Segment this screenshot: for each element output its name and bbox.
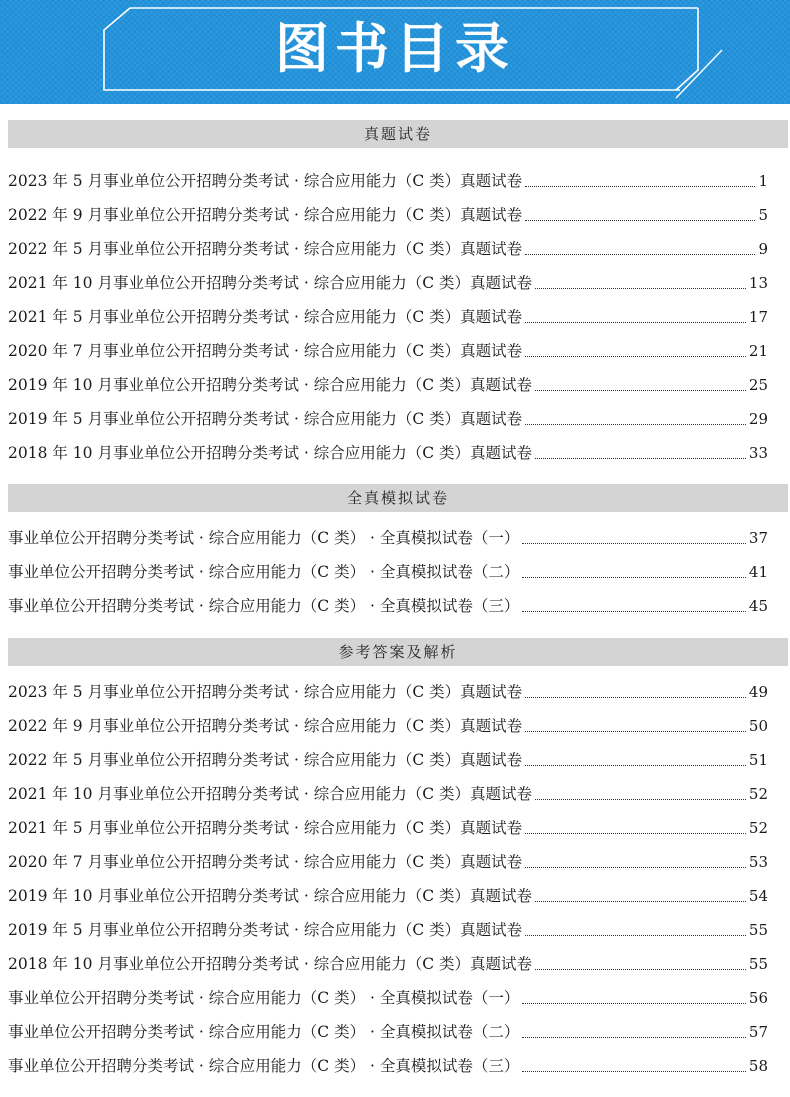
dot-leader [525,765,746,766]
toc-page-number: 5 [758,206,768,224]
toc-entry-title: 2023 年 5 月事业单位公开招聘分类考试 · 综合应用能力（C 类）真题试卷 [8,172,523,190]
dot-leader [522,543,746,544]
toc-entry-title: 事业单位公开招聘分类考试 · 综合应用能力（C 类） · 全真模拟试卷（二） [8,1023,520,1041]
toc-page-number: 54 [748,887,768,905]
toc-row[interactable] [8,404,768,430]
toc-entry-title: 2021 年 10 月事业单位公开招聘分类考试 · 综合应用能力（C 类）真题试卷 [8,785,533,803]
dot-leader [522,577,746,578]
toc-row[interactable] [8,983,768,1009]
dot-leader [522,611,746,612]
toc-entry-title: 2023 年 5 月事业单位公开招聘分类考试 · 综合应用能力（C 类）真题试卷 [8,683,523,701]
toc-row[interactable] [8,1017,768,1043]
toc-page-number: 51 [748,751,768,769]
toc-row[interactable] [8,745,768,771]
toc-entry-title: 2020 年 7 月事业单位公开招聘分类考试 · 综合应用能力（C 类）真题试卷 [8,342,523,360]
toc-row[interactable] [8,915,768,941]
toc-entry-title: 2022 年 9 月事业单位公开招聘分类考试 · 综合应用能力（C 类）真题试卷 [8,717,523,735]
toc-row[interactable] [8,302,768,328]
dot-leader [522,1037,746,1038]
dot-leader [525,731,746,732]
toc-row[interactable] [8,1051,768,1077]
toc-row[interactable] [8,881,768,907]
toc-entry-title: 事业单位公开招聘分类考试 · 综合应用能力（C 类） · 全真模拟试卷（一） [8,989,520,1007]
toc-entry-title: 事业单位公开招聘分类考试 · 综合应用能力（C 类） · 全真模拟试卷（三） [8,1057,520,1075]
toc-row[interactable] [8,949,768,975]
dot-leader [535,288,746,289]
toc-row[interactable] [8,813,768,839]
toc-page-number: 33 [748,444,768,462]
toc-entry-title: 事业单位公开招聘分类考试 · 综合应用能力（C 类） · 全真模拟试卷（一） [8,529,520,547]
dot-leader [525,697,746,698]
toc-entry-title: 2019 年 10 月事业单位公开招聘分类考试 · 综合应用能力（C 类）真题试卷 [8,887,533,905]
toc-page-number: 21 [748,342,768,360]
toc-row[interactable] [8,591,768,617]
dot-leader [525,220,755,221]
dot-leader [535,390,746,391]
toc-page-number: 17 [748,308,768,326]
dot-leader [522,1071,746,1072]
toc-page-number: 57 [748,1023,768,1041]
toc-row[interactable] [8,677,768,703]
dot-leader [525,867,746,868]
dot-leader [535,458,746,459]
toc-row[interactable] [8,336,768,362]
toc-page-number: 52 [748,819,768,837]
toc-row[interactable] [8,370,768,396]
toc-entry-title: 2021 年 5 月事业单位公开招聘分类考试 · 综合应用能力（C 类）真题试卷 [8,308,523,326]
toc-page-number: 56 [748,989,768,1007]
toc-page-number: 1 [758,172,768,190]
toc-entry-title: 事业单位公开招聘分类考试 · 综合应用能力（C 类） · 全真模拟试卷（三） [8,597,520,615]
toc-row[interactable] [8,557,768,583]
toc-entry-title: 2022 年 5 月事业单位公开招聘分类考试 · 综合应用能力（C 类）真题试卷 [8,240,523,258]
toc-row[interactable] [8,779,768,805]
dot-leader [522,1003,746,1004]
section-header-mock-exams: 全真模拟试卷 [8,484,788,512]
toc-page-number: 53 [748,853,768,871]
header-banner [0,0,790,104]
dot-leader [525,424,746,425]
toc-entry-title: 事业单位公开招聘分类考试 · 综合应用能力（C 类） · 全真模拟试卷（二） [8,563,520,581]
dot-leader [525,322,746,323]
section-header-answers: 参考答案及解析 [8,638,788,666]
dot-leader [535,969,746,970]
toc-page-number: 37 [748,529,768,547]
toc-entry-title: 2018 年 10 月事业单位公开招聘分类考试 · 综合应用能力（C 类）真题试卷 [8,444,533,462]
toc-row[interactable] [8,234,768,260]
toc-row[interactable] [8,268,768,294]
toc-entry-title: 2020 年 7 月事业单位公开招聘分类考试 · 综合应用能力（C 类）真题试卷 [8,853,523,871]
toc-row[interactable] [8,847,768,873]
toc-row[interactable] [8,523,768,549]
toc-entry-title: 2018 年 10 月事业单位公开招聘分类考试 · 综合应用能力（C 类）真题试卷 [8,955,533,973]
toc-page-number: 50 [748,717,768,735]
dot-leader [525,935,746,936]
toc-page-number: 55 [748,921,768,939]
toc-row[interactable] [8,711,768,737]
toc-page-number: 45 [748,597,768,615]
toc-row[interactable] [8,166,768,192]
toc-page-number: 55 [748,955,768,973]
toc-entry-title: 2021 年 10 月事业单位公开招聘分类考试 · 综合应用能力（C 类）真题试卷 [8,274,533,292]
toc-row[interactable] [8,200,768,226]
toc-entry-title: 2019 年 5 月事业单位公开招聘分类考试 · 综合应用能力（C 类）真题试卷 [8,921,523,939]
dot-leader [535,799,746,800]
toc-entry-title: 2022 年 5 月事业单位公开招聘分类考试 · 综合应用能力（C 类）真题试卷 [8,751,523,769]
toc-entry-title: 2021 年 5 月事业单位公开招聘分类考试 · 综合应用能力（C 类）真题试卷 [8,819,523,837]
dot-leader [525,254,755,255]
toc-entry-title: 2019 年 5 月事业单位公开招聘分类考试 · 综合应用能力（C 类）真题试卷 [8,410,523,428]
dot-leader [535,901,746,902]
toc-page-number: 41 [748,563,768,581]
toc-entry-title: 2022 年 9 月事业单位公开招聘分类考试 · 综合应用能力（C 类）真题试卷 [8,206,523,224]
toc-page-number: 49 [748,683,768,701]
toc-page-number: 52 [748,785,768,803]
dot-leader [525,186,755,187]
section-header-real-exams: 真题试卷 [8,120,788,148]
page-title: 图书目录 [275,17,515,80]
toc-entry-title: 2019 年 10 月事业单位公开招聘分类考试 · 综合应用能力（C 类）真题试卷 [8,376,533,394]
toc-row[interactable] [8,438,768,464]
toc-page-number: 25 [748,376,768,394]
toc-page-number: 9 [758,240,768,258]
dot-leader [525,356,746,357]
toc-page-number: 29 [748,410,768,428]
dot-leader [525,833,746,834]
toc-page-number: 58 [748,1057,768,1075]
toc-page-number: 13 [748,274,768,292]
